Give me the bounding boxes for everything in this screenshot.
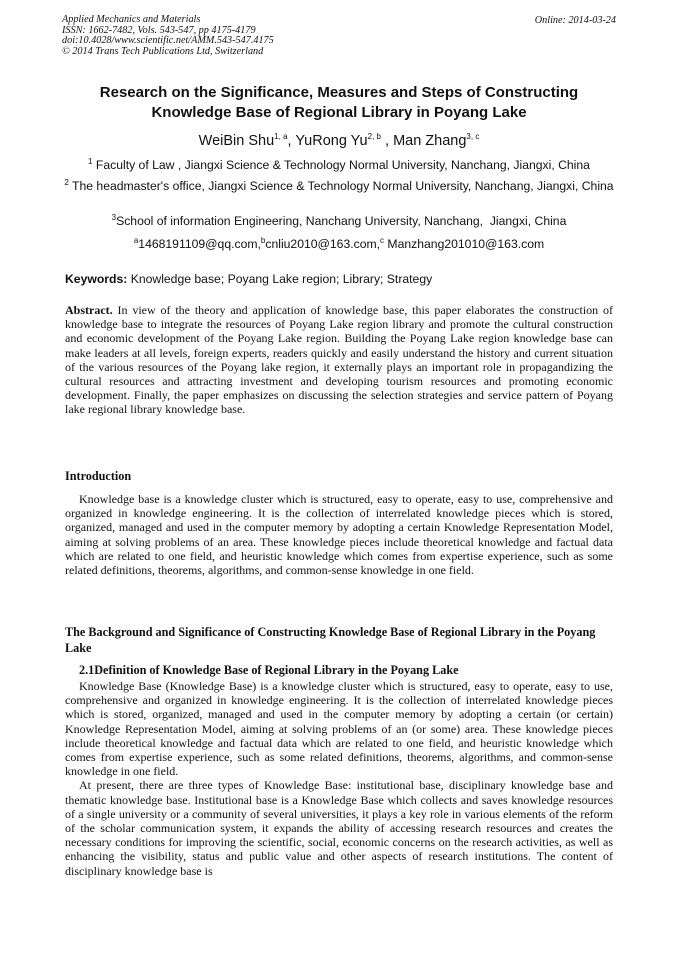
paragraph-2: At present, there are three types of Knowledge Base: institutional base, disciplinary knowledge base and thematic knowledge base. Institutional base is a Knowledge Base which collects and saves knowledge resources of a single university or a community of several universities, it plays a key role in various elements of the reform of the scholar communication system, it expands the ability of accessing research resources and creates the necessary conditions for improving the scientific, social, economic concerns on the research activities, as well as enhancing the visibility, status and public value and other aspects of research institutions. The content of disciplinary knowledge base is bbox=[65, 778, 613, 878]
author-sup: 2, b bbox=[367, 132, 381, 142]
journal-name: Applied Mechanics and Materials bbox=[62, 14, 201, 25]
author-name: Man Zhang bbox=[393, 133, 467, 149]
email-sup: c bbox=[380, 235, 385, 245]
issn-line: ISSN: 1662-7482, Vols. 543-547, pp 4175-4179 bbox=[62, 24, 256, 36]
affiliation-text: Faculty of Law , Jiangxi Science & Technology Normal University, Nanchang, Jiangxi, China bbox=[95, 158, 590, 172]
paragraph-1: Knowledge Base (Knowledge Base) is a knowledge cluster which is structured, easy to operate, easy to use, comprehensive and organized in knowledge engineering. It is the collection of interrelated knowledge pieces which is stored, organized, managed and used in the computer memory by adopting a certain (or certain) Knowledge Representation Model, aiming at solving problems of an (or some) area. These knowledge pieces include theoretical knowledge and factual data which are related to one field, and heuristic knowledge which comes from expertise experience, such as some related definitions, theorems, algorithms, and common-sense knowledge in one field. bbox=[65, 679, 613, 779]
author-emails bbox=[62, 236, 616, 252]
copyright-line: © 2014 Trans Tech Publications Ltd, Switzerland bbox=[62, 45, 264, 57]
section-heading: The Background and Significance of Constructing Knowledge Base of Regional Library in the Poyang Lake bbox=[65, 625, 596, 655]
email-a[interactable]: 1468191109@qq.com, bbox=[138, 237, 261, 251]
title-line-2: Knowledge Base of Regional Library in Poyang Lake bbox=[151, 104, 527, 121]
affiliation-number: 2 bbox=[64, 177, 69, 187]
section-text bbox=[65, 679, 613, 878]
doi-line: doi:10.4028/www.scientific.net/AMM.543-547.4175 bbox=[62, 35, 274, 47]
abstract bbox=[65, 303, 613, 417]
email-sup: b bbox=[260, 235, 266, 245]
intro-paragraph: Knowledge base is a knowledge cluster which is structured, easy to operate, easy to use, comprehensive and organized in knowledge engineering. It is the collection of interrelated knowledge pieces which is stored, organized, managed and used in the computer memory by adopting a certain Knowledge Representation Model, aiming at solving problems of an area. These knowledge pieces include theoretical knowledge and factual data which are related to one field, and heuristic knowledge which comes from expertise experience, such as some related definitions, theorems, algorithms, and common-sense knowledge in one field. bbox=[65, 492, 613, 578]
keywords bbox=[65, 272, 432, 286]
paper-title bbox=[62, 83, 616, 123]
affiliation-2 bbox=[62, 178, 616, 194]
email-b[interactable]: cnliu2010@163.com, bbox=[265, 237, 381, 251]
email-c[interactable]: Manzhang201010@163.com bbox=[384, 237, 545, 251]
keywords-label: Keywords: bbox=[65, 272, 128, 286]
author-separator: , bbox=[287, 133, 296, 149]
affiliation-number: 3 bbox=[111, 212, 117, 222]
introduction-text bbox=[65, 492, 613, 577]
author-sup: 1, a bbox=[274, 132, 288, 142]
abstract-label: Abstract. bbox=[65, 303, 113, 317]
introduction-heading: Introduction bbox=[65, 469, 132, 483]
affiliation-number: 1 bbox=[88, 156, 93, 166]
affiliation-3 bbox=[62, 213, 616, 229]
affiliation-text: School of information Engineering, Nanchang University, Nanchang, Jiangxi, China bbox=[116, 214, 567, 228]
author-separator: , bbox=[380, 133, 394, 149]
author-name: WeiBin Shu bbox=[198, 133, 275, 149]
keywords-text: Knowledge base; Poyang Lake region; Library; Strategy bbox=[130, 272, 433, 286]
author-sup: 3, c bbox=[466, 132, 480, 142]
online-date: Online: 2014-03-24 bbox=[534, 15, 616, 26]
affiliation-1 bbox=[62, 157, 616, 173]
author-list bbox=[62, 133, 616, 149]
abstract-text: In view of the theory and application of knowledge base, this paper elaborates the construction of knowledge base to integrate the resources of Poyang Lake region library and promote the cultural construction and economic development of the Poyang Lake region. Building the Poyang Lake region knowledge base can make leaders at all levels, foreign experts, readers quickly and easily understand the history and current situation of the various resources of the Poyang lake region, it externally plays an important role in propagandizing the cultural resources and attracting investment and developing tourism resources and promoting economic development. Finally, the paper emphasizes on discussing the selection strategies and service pattern of Poyang lake regional library knowledge base. bbox=[65, 303, 613, 417]
affiliation-text: The headmaster's office, Jiangxi Science & Technology Normal University, Nanchang, Jiangxi, China bbox=[72, 179, 614, 193]
email-sup: a bbox=[133, 235, 139, 245]
title-line-1: Research on the Significance, Measures and Steps of Constructing bbox=[99, 84, 579, 101]
author-name: YuRong Yu bbox=[295, 133, 368, 149]
subsection-heading: 2.1Definition of Knowledge Base of Regional Library in the Poyang Lake bbox=[79, 663, 459, 677]
journal-header bbox=[62, 15, 274, 57]
